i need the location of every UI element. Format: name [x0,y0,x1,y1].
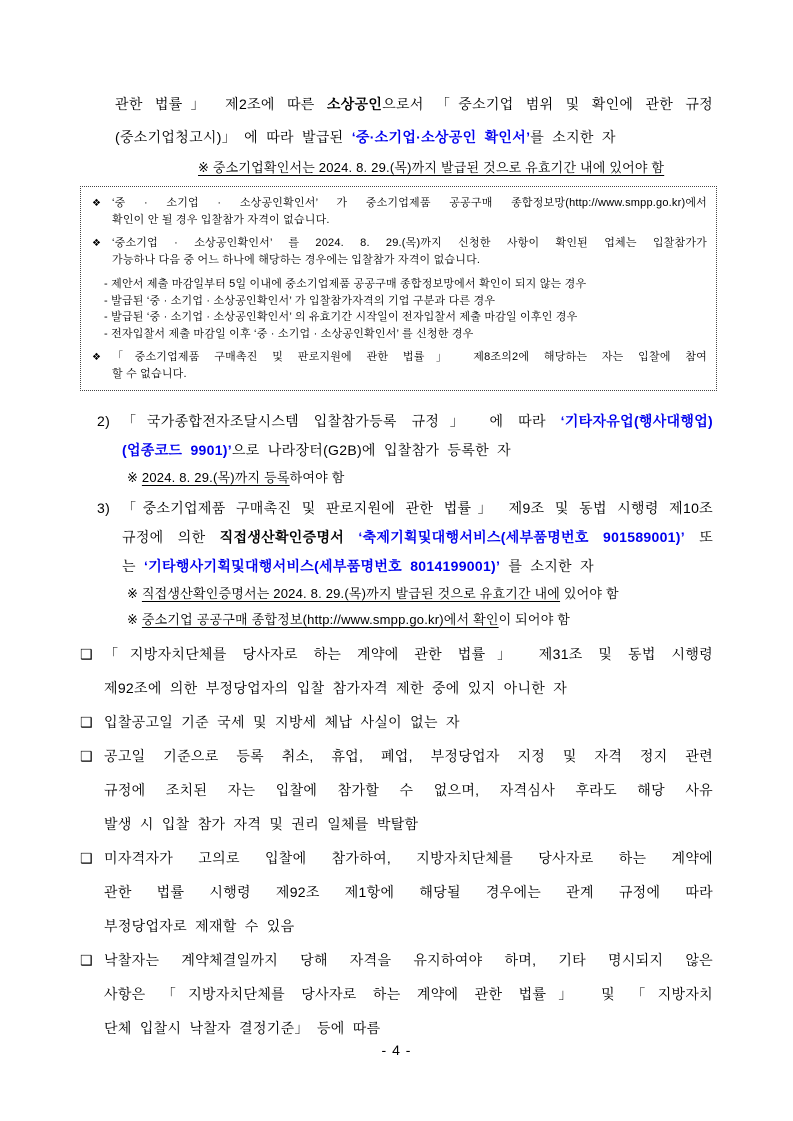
box-item-2-text [112,235,707,269]
checklist-item-4 [80,841,713,943]
diamond-bullet-icon: ❖ [92,352,102,363]
certificate-bold-text: 직접생산확인증명서 [219,529,345,545]
box-item-2 [90,235,707,269]
checklist-line: 「지방자치단체를 당사자로 하는 계약에 관한 법률」 제31조 및 동법 시행령 [104,646,713,662]
item-3-text [344,529,358,545]
box-dash-item: - 제안서 제출 마감일부터 5일 이내에 중소기업제품 공공구매 종합정보망에서 확인이 되지 않는 경우 [104,278,587,290]
checklist-line: 낙찰자는 계약체결일까지 당해 자격을 유지하여야 하며, 기타 명시되지 않은 [104,952,713,968]
note-text: 이 되어야 함 [498,612,571,627]
item-2-note [127,465,717,491]
checkbox-bullet-icon: ❑ [80,850,93,866]
note-underlined-text: 직접생산확인증명서는 2024. 8. 29.(목)까지 발급된 것으로 유효기간 내에 [141,586,561,601]
checkbox-bullet-icon: ❑ [80,748,93,764]
checkbox-bullet-icon: ❑ [80,714,93,730]
certificate-name-highlight: ‘중·소기업·소상공인 확인서’ [351,129,531,145]
checklist-line: 부정당업자로 제재할 수 있음 [104,918,295,934]
box-item-3-text [112,349,707,383]
page-number: - 4 - [381,1042,412,1058]
note-mark: ※ [127,470,142,485]
intro-text: 관한 법률」 제2조에 따른 [115,96,327,112]
item-3-number: 3) [97,500,111,516]
item-2 [97,407,713,465]
item-3-line-1: 「중소기업제품 구매촉진 및 판로지원에 관한 법률」 제9조 및 동법 시행령 제10조 [122,500,713,516]
intro-bold-text: 소상공인 [326,96,383,112]
checklist-line: 발생 시 입찰 참가 자격 및 권리 일체를 박탈함 [104,816,419,832]
checklist-line: 미자격자가 고의로 입찰에 참가하여, 지방자치단체를 당사자로 하는 계약에 [104,850,713,866]
checklist-line: 단체 입찰시 낙찰자 결정기준」 등에 따름 [104,1020,381,1036]
checklist-line: 공고일 기준으로 등록 취소, 휴업, 폐업, 부정당업자 지정 및 자격 정지 관련 [104,748,713,764]
item-3-line-3 [122,552,713,581]
note-mark: ※ [127,612,142,627]
box-dash-item: - 발급된 ‘중 · 소기업 · 소상공인확인서’ 가 입찰참가자격의 기업 구분과 다른 경우 [104,294,496,307]
box-dash-item: - 전자입찰서 제출 마감일 이후 ‘중 · 소기업 · 소상공인확인서’ 를 신청한 경우 [104,327,474,340]
box-item-3 [90,349,707,383]
note-underlined-text: 중소기업 공공구매 종합정보(http://www.smpp.go.kr)에서 확인 [141,612,499,627]
item-2-text: 으로 나라장터(G2B)에 입찰참가 등록한 자 [231,442,511,458]
intro-note: ※ 중소기업확인서는 2024. 8. 29.(목)까지 발급된 것으로 유효기간 내에 있어야 함 [198,160,665,175]
intro-text: 를 소지한 자 [530,129,616,145]
checklist-item-2 [80,705,713,739]
item-3-note-1 [127,581,717,607]
box-line: 가능하나 다음 중 어느 하나에 해당하는 경우에는 입찰참가 자격이 없습니다. [112,254,481,266]
intro-line-1 [115,88,713,121]
item-3-text: 규정에 의한 [122,529,220,545]
checklist-item-1 [80,637,713,705]
business-type-highlight: ‘기타자유업(행사대행업) [560,413,713,429]
intro-text: 으로서 「중소기업 범위 및 확인에 관한 규정 [382,96,714,112]
checkbox-bullet-icon: ❑ [80,952,93,968]
box-line: ‘중 · 소기업 · 소상공인확인서’ 가 중소기업제품 공공구매 종합정보망(http://www.smpp.go.kr)에서 [112,197,707,209]
item-3-text: 를 소지한 자 [500,558,594,574]
note-mark: ※ [127,586,142,601]
note-text: 있어야 함 [560,586,619,601]
item-2-line-2 [122,436,713,465]
diamond-bullet-icon: ❖ [92,198,102,209]
service-name-highlight-1: ‘축제기획및대행서비스(세부품명번호 901589001)’ [358,529,685,545]
item-3-note-2 [127,607,717,633]
checklist-line: 입찰공고일 기준 국세 및 지방세 체납 사실이 없는 자 [104,714,460,730]
checklist-item-5 [80,943,713,1045]
note-text: 하여야 함 [289,470,345,485]
item-3 [97,494,713,581]
item-3-text: 는 [122,558,145,574]
box-item-1 [90,195,707,229]
box-line: 할 수 없습니다. [112,368,187,380]
intro-text: (중소기업청고시)」 에 따라 발급된 [115,129,352,145]
notice-box [80,186,717,391]
document-content [80,88,717,1045]
item-2-text: 「국가종합전자조달시스템 입찰참가등록 규정」 에 따라 [122,413,561,429]
box-line: ‘중소기업 · 소상공인확인서’ 를 2024. 8. 29.(목)까지 신청한 사항이 확인된 업체는 입찰참가가 [112,237,707,249]
checklist-line: 규정에 조치된 자는 입찰에 참가할 수 없으며, 자격심사 후라도 해당 사유 [104,782,713,798]
checklist-line: 사항은 「지방자치단체를 당사자로 하는 계약에 관한 법률」 및 「지방자치 [104,986,713,1002]
business-code-highlight: (업종코드 9901)’ [122,442,232,458]
box-item-1-text [112,195,707,229]
item-2-number: 2) [97,413,111,429]
checklist [80,637,717,1045]
checklist-item-3 [80,739,713,841]
box-line: 「중소기업제품 구매촉진 및 판로지원에 관한 법률」 제8조의2에 해당하는 자는 입찰에 참여 [112,351,707,363]
checklist-line: 제92조에 의한 부정당업자의 입찰 참가자격 제한 중에 있지 아니한 자 [104,680,568,696]
box-dash-list [104,276,707,342]
box-line: 확인이 안 될 경우 입찰참가 자격이 없습니다. [112,214,330,226]
note-underlined-text: 2024. 8. 29.(목)까지 등록 [141,470,290,485]
diamond-bullet-icon: ❖ [92,238,102,249]
checklist-line: 관한 법률 시행령 제92조 제1항에 해당될 경우에는 관계 규정에 따라 [104,884,713,900]
item-3-text: 또 [684,529,714,545]
intro-line-2 [115,121,713,154]
checkbox-bullet-icon: ❑ [80,646,93,662]
box-dash-item: - 발급된 ‘중 · 소기업 · 소상공인확인서’ 의 유효기간 시작일이 전자입찰서 제출 마감일 이후인 경우 [104,311,578,323]
item-2-line-1 [122,407,713,436]
service-name-highlight-2: ‘기타행사기획및대행서비스(세부품명번호 8014199001)’ [144,558,501,574]
item-3-line-2 [122,523,713,552]
